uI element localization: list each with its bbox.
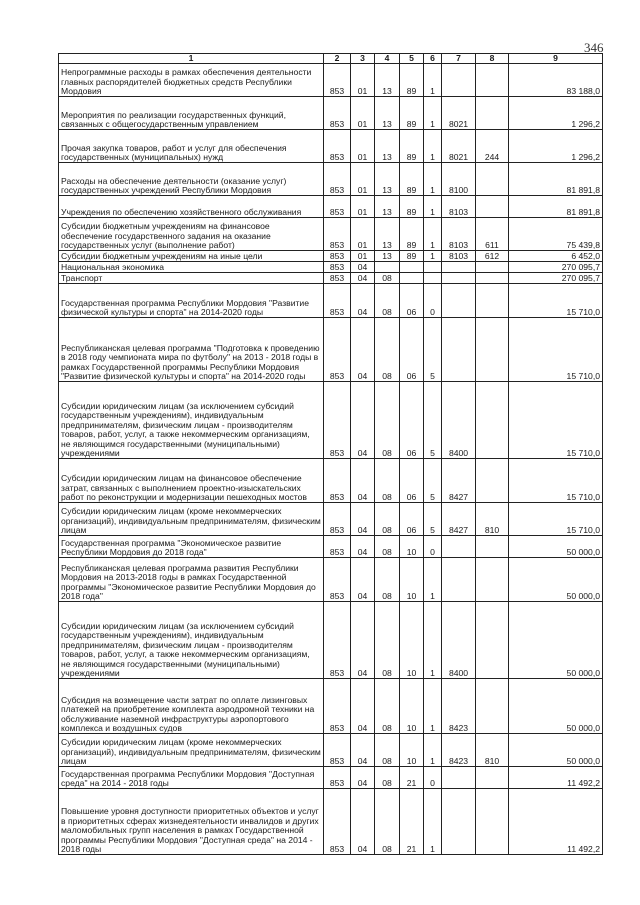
cell-expense-type: 244: [476, 130, 509, 163]
cell-subsection: 08: [375, 273, 400, 284]
row-description: Государственная программа Республики Мордовия "Развитие физической культуры и спорта" на 2014-2020 годы: [59, 284, 324, 318]
cell-target-article: 8423: [442, 734, 476, 767]
cell-expense-type: [476, 262, 509, 273]
cell-target-article: 8021: [442, 130, 476, 163]
cell-section: 04: [351, 284, 375, 318]
cell-subprogram: 1: [424, 97, 442, 130]
table-row: [59, 163, 603, 196]
cell-amount: 81 891,8: [509, 196, 603, 218]
table-row: [59, 602, 603, 679]
column-header: 8: [476, 54, 509, 64]
cell-admin-code: 853: [324, 64, 351, 97]
cell-target-article: [442, 536, 476, 558]
table-row: [59, 767, 603, 789]
cell-amount: 270 095,7: [509, 262, 603, 273]
cell-subprogram: 5: [424, 503, 442, 536]
column-header: 1: [59, 54, 324, 64]
cell-expense-type: [476, 767, 509, 789]
cell-target-article: [442, 318, 476, 382]
cell-amount: 15 710,0: [509, 503, 603, 536]
cell-admin-code: 853: [324, 284, 351, 318]
table-row: [59, 64, 603, 97]
cell-subprogram: 1: [424, 218, 442, 251]
cell-subsection: 08: [375, 284, 400, 318]
cell-admin-code: 853: [324, 251, 351, 262]
cell-expense-type: 810: [476, 734, 509, 767]
cell-amount: 11 492,2: [509, 767, 603, 789]
row-description: Транспорт: [59, 273, 324, 284]
cell-subsection: 08: [375, 767, 400, 789]
cell-program: 06: [400, 318, 424, 382]
cell-subsection: 08: [375, 318, 400, 382]
table-row: [59, 318, 603, 382]
row-description: Субсидия на возмещение части затрат по оплате лизинговых платежей на приобретение комплекта аэродромной техники на обслуживание наземной инфраструктуры аэропортового комплекса и воздушных судов: [59, 679, 324, 734]
cell-subprogram: 5: [424, 382, 442, 459]
cell-target-article: 8100: [442, 163, 476, 196]
column-header: 5: [400, 54, 424, 64]
cell-subprogram: 1: [424, 64, 442, 97]
cell-expense-type: [476, 459, 509, 503]
table-row: [59, 503, 603, 536]
row-description: Субсидии бюджетным учреждениям на финансовое обеспечение государственного задания на оказание государственных услуг (выполнение работ): [59, 218, 324, 251]
cell-subprogram: 1: [424, 734, 442, 767]
cell-expense-type: 611: [476, 218, 509, 251]
row-description: Субсидии бюджетным учреждениям на иные цели: [59, 251, 324, 262]
cell-expense-type: [476, 163, 509, 196]
cell-subsection: 13: [375, 130, 400, 163]
cell-section: 04: [351, 767, 375, 789]
column-header: 4: [375, 54, 400, 64]
cell-admin-code: 853: [324, 734, 351, 767]
cell-section: 04: [351, 382, 375, 459]
row-description: Национальная экономика: [59, 262, 324, 273]
cell-expense-type: [476, 558, 509, 602]
cell-program: 89: [400, 97, 424, 130]
cell-amount: 1 296,2: [509, 97, 603, 130]
table-row: [59, 251, 603, 262]
row-description: Субсидии юридическим лицам на финансовое обеспечение затрат, связанных с выполнением проектно-изыскательских работ по реконструкции и модернизации пешеходных мостов: [59, 459, 324, 503]
cell-subsection: 08: [375, 734, 400, 767]
cell-admin-code: 853: [324, 558, 351, 602]
cell-amount: 81 891,8: [509, 163, 603, 196]
cell-subsection: 08: [375, 536, 400, 558]
cell-subprogram: 1: [424, 789, 442, 855]
cell-expense-type: [476, 679, 509, 734]
cell-subsection: 08: [375, 679, 400, 734]
cell-expense-type: [476, 284, 509, 318]
column-header: 6: [424, 54, 442, 64]
cell-program: 06: [400, 382, 424, 459]
row-description: Государственная программа "Экономическое развитие Республики Мордовия до 2018 года": [59, 536, 324, 558]
cell-program: 89: [400, 130, 424, 163]
cell-section: 04: [351, 602, 375, 679]
cell-amount: 15 710,0: [509, 284, 603, 318]
cell-section: 01: [351, 97, 375, 130]
cell-subprogram: 1: [424, 679, 442, 734]
cell-target-article: [442, 262, 476, 273]
cell-amount: 15 710,0: [509, 459, 603, 503]
cell-target-article: 8103: [442, 196, 476, 218]
cell-section: 04: [351, 273, 375, 284]
cell-subsection: 08: [375, 558, 400, 602]
cell-subsection: 13: [375, 196, 400, 218]
cell-admin-code: 853: [324, 382, 351, 459]
cell-target-article: 8021: [442, 97, 476, 130]
table-row: [59, 459, 603, 503]
cell-section: 01: [351, 218, 375, 251]
cell-admin-code: 853: [324, 789, 351, 855]
cell-program: 89: [400, 196, 424, 218]
cell-expense-type: [476, 97, 509, 130]
row-description: Расходы на обеспечение деятельности (оказание услуг) государственных учреждений Республики Мордовия: [59, 163, 324, 196]
cell-section: 01: [351, 64, 375, 97]
cell-program: 10: [400, 734, 424, 767]
table-row: [59, 130, 603, 163]
cell-section: 04: [351, 679, 375, 734]
cell-subprogram: 1: [424, 558, 442, 602]
cell-target-article: [442, 64, 476, 97]
row-description: Учреждения по обеспечению хозяйственного обслуживания: [59, 196, 324, 218]
cell-amount: 270 095,7: [509, 273, 603, 284]
table-row: [59, 734, 603, 767]
cell-target-article: 8400: [442, 602, 476, 679]
row-description: Субсидии юридическим лицам (кроме некоммерческих организаций), индивидуальным предпринимателям, физическим лицам: [59, 503, 324, 536]
cell-subsection: 08: [375, 459, 400, 503]
cell-amount: 75 439,8: [509, 218, 603, 251]
cell-admin-code: 853: [324, 503, 351, 536]
cell-program: [400, 273, 424, 284]
table-row: [59, 382, 603, 459]
cell-subsection: 13: [375, 218, 400, 251]
cell-section: 04: [351, 318, 375, 382]
cell-program: 10: [400, 679, 424, 734]
table-row: [59, 679, 603, 734]
cell-amount: 1 296,2: [509, 130, 603, 163]
cell-program: 06: [400, 284, 424, 318]
header-row: [59, 54, 603, 64]
cell-target-article: [442, 284, 476, 318]
cell-program: 89: [400, 218, 424, 251]
cell-subsection: 08: [375, 602, 400, 679]
cell-target-article: [442, 558, 476, 602]
cell-expense-type: [476, 382, 509, 459]
cell-admin-code: 853: [324, 97, 351, 130]
cell-amount: 50 000,0: [509, 679, 603, 734]
cell-target-article: [442, 273, 476, 284]
row-description: Непрограммные расходы в рамках обеспечения деятельности главных распорядителей бюджетных средств Республики Мордовия: [59, 64, 324, 97]
table-row: [59, 196, 603, 218]
cell-subsection: 13: [375, 251, 400, 262]
cell-admin-code: 853: [324, 262, 351, 273]
row-description: Республиканская целевая программа развития Республики Мордовия на 2013-2018 годы в рамках Государственной программы "Экономическое развитие Республики Мордовия до 2018 года": [59, 558, 324, 602]
row-description: Государственная программа Республики Мордовия "Доступная среда" на 2014 - 2018 годы: [59, 767, 324, 789]
cell-expense-type: [476, 789, 509, 855]
cell-target-article: 8400: [442, 382, 476, 459]
cell-target-article: 8423: [442, 679, 476, 734]
row-description: Субсидии юридическим лицам (за исключением субсидий государственным учреждениям), индивидуальным предпринимателям, физическим лицам - производителям товаров, работ, услуг, а также некоммерческим организациям, не являющимся государственными (муниципальными) учреждениями: [59, 382, 324, 459]
cell-section: 01: [351, 196, 375, 218]
cell-admin-code: 853: [324, 273, 351, 284]
cell-subprogram: [424, 273, 442, 284]
cell-expense-type: [476, 318, 509, 382]
cell-subprogram: 0: [424, 767, 442, 789]
cell-admin-code: 853: [324, 196, 351, 218]
budget-rows: [59, 64, 603, 855]
column-header: 7: [442, 54, 476, 64]
cell-subprogram: 1: [424, 130, 442, 163]
row-description: Республиканская целевая программа "Подготовка к проведению в 2018 году чемпионата мира по футболу" на 2013 - 2018 годы в рамках Государственной программы Республики Мордовия "Развитие физической культуры и спорта" на 2014-2020 годы: [59, 318, 324, 382]
column-header: 2: [324, 54, 351, 64]
row-description: Субсидии юридическим лицам (кроме некоммерческих организаций), индивидуальным предпринимателям, физическим лицам: [59, 734, 324, 767]
table-row: [59, 218, 603, 251]
row-description: Мероприятия по реализации государственных функций, связанных с общегосударственным управлением: [59, 97, 324, 130]
cell-target-article: [442, 789, 476, 855]
column-header: 9: [509, 54, 603, 64]
cell-admin-code: 853: [324, 767, 351, 789]
cell-program: 89: [400, 64, 424, 97]
cell-program: 89: [400, 251, 424, 262]
cell-program: 21: [400, 767, 424, 789]
row-description: Прочая закупка товаров, работ и услуг для обеспечения государственных (муниципальных) нужд: [59, 130, 324, 163]
cell-admin-code: 853: [324, 459, 351, 503]
cell-subsection: 08: [375, 789, 400, 855]
cell-amount: 15 710,0: [509, 382, 603, 459]
cell-program: 89: [400, 163, 424, 196]
cell-expense-type: [476, 602, 509, 679]
cell-section: 04: [351, 536, 375, 558]
cell-expense-type: 612: [476, 251, 509, 262]
cell-program: 10: [400, 558, 424, 602]
cell-section: 04: [351, 558, 375, 602]
table-row: [59, 558, 603, 602]
cell-program: 06: [400, 503, 424, 536]
cell-amount: 15 710,0: [509, 318, 603, 382]
cell-section: 04: [351, 734, 375, 767]
cell-expense-type: [476, 64, 509, 97]
column-header: 3: [351, 54, 375, 64]
cell-subprogram: 5: [424, 318, 442, 382]
cell-program: [400, 262, 424, 273]
cell-subsection: 13: [375, 163, 400, 196]
cell-subprogram: [424, 262, 442, 273]
budget-table: [58, 53, 603, 855]
cell-subprogram: 1: [424, 163, 442, 196]
cell-section: 04: [351, 503, 375, 536]
table-row: [59, 789, 603, 855]
table-row: [59, 284, 603, 318]
cell-program: 21: [400, 789, 424, 855]
cell-admin-code: 853: [324, 130, 351, 163]
cell-admin-code: 853: [324, 679, 351, 734]
cell-subprogram: 0: [424, 284, 442, 318]
cell-section: 04: [351, 262, 375, 273]
cell-subprogram: 1: [424, 251, 442, 262]
cell-subsection: 13: [375, 97, 400, 130]
row-description: Повышение уровня доступности приоритетных объектов и услуг в приоритетных сферах жизнедеятельности инвалидов и других маломобильных групп населения в рамках Государственной программы Республики Мордовия "Доступная среда" на 2014 - 2018 годы: [59, 789, 324, 855]
cell-subprogram: 1: [424, 196, 442, 218]
cell-admin-code: 853: [324, 318, 351, 382]
cell-section: 01: [351, 251, 375, 262]
cell-section: 04: [351, 789, 375, 855]
cell-subprogram: 0: [424, 536, 442, 558]
cell-program: 10: [400, 602, 424, 679]
cell-amount: 50 000,0: [509, 734, 603, 767]
cell-subsection: 08: [375, 382, 400, 459]
row-description: Субсидии юридическим лицам (за исключением субсидий государственным учреждениям), индивидуальным предпринимателям, физическим лицам - производителям товаров, работ, услуг, а также некоммерческим организациям, не являющимся государственными (муниципальными) учреждениями: [59, 602, 324, 679]
cell-amount: 83 188,0: [509, 64, 603, 97]
cell-admin-code: 853: [324, 163, 351, 196]
cell-amount: 6 452,0: [509, 251, 603, 262]
cell-subsection: [375, 262, 400, 273]
page-number: 346: [584, 40, 604, 55]
cell-subsection: 08: [375, 503, 400, 536]
table-row: [59, 97, 603, 130]
cell-expense-type: [476, 273, 509, 284]
cell-target-article: 8427: [442, 503, 476, 536]
cell-target-article: 8427: [442, 459, 476, 503]
cell-target-article: 8103: [442, 251, 476, 262]
cell-subsection: 13: [375, 64, 400, 97]
cell-program: 06: [400, 459, 424, 503]
cell-amount: 11 492,2: [509, 789, 603, 855]
cell-amount: 50 000,0: [509, 558, 603, 602]
cell-program: 10: [400, 536, 424, 558]
cell-admin-code: 853: [324, 218, 351, 251]
cell-target-article: [442, 767, 476, 789]
cell-expense-type: 810: [476, 503, 509, 536]
cell-amount: 50 000,0: [509, 536, 603, 558]
cell-expense-type: [476, 196, 509, 218]
table-row: [59, 273, 603, 284]
cell-section: 01: [351, 130, 375, 163]
cell-admin-code: 853: [324, 536, 351, 558]
cell-expense-type: [476, 536, 509, 558]
cell-section: 01: [351, 163, 375, 196]
table-row: [59, 262, 603, 273]
cell-amount: 50 000,0: [509, 602, 603, 679]
cell-subprogram: 1: [424, 602, 442, 679]
cell-subprogram: 5: [424, 459, 442, 503]
cell-target-article: 8103: [442, 218, 476, 251]
table-row: [59, 536, 603, 558]
cell-section: 04: [351, 459, 375, 503]
cell-admin-code: 853: [324, 602, 351, 679]
